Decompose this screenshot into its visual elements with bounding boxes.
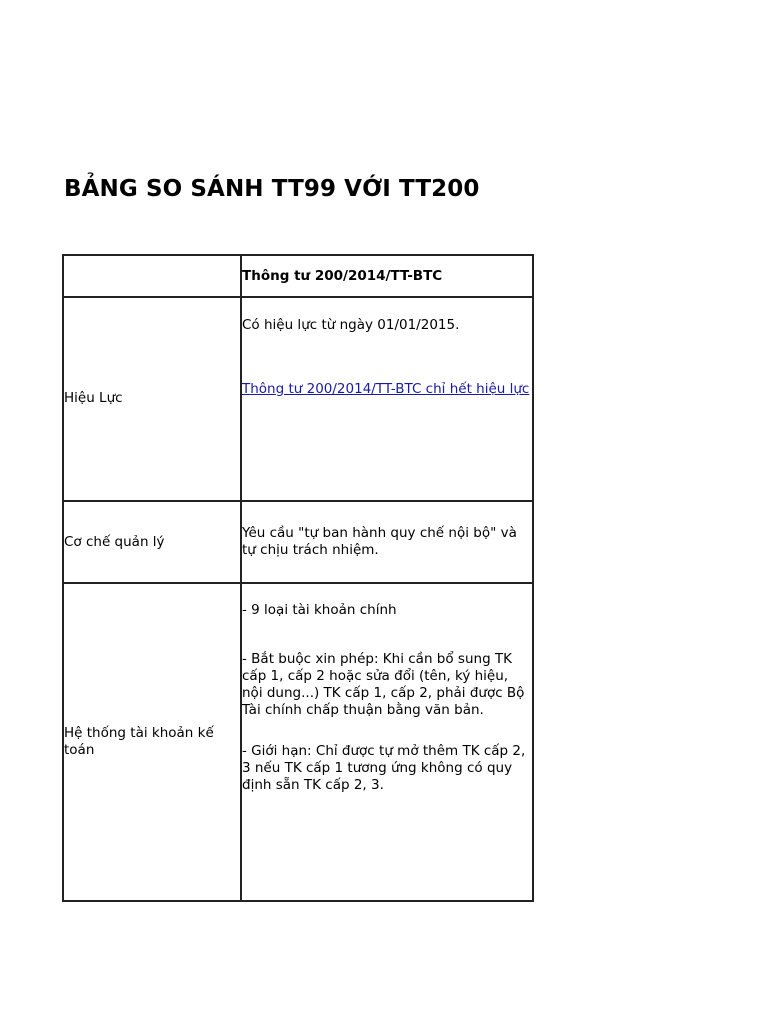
comparison-table	[62, 254, 534, 902]
row-divider	[64, 500, 532, 502]
row-content-limitation: - Giới hạn: Chỉ được tự mở thêm TK cấp 2, 3 nếu TK cấp 1 tương ứng không có quy định sẵn TK cấp 2, 3.	[242, 743, 526, 793]
row-content-hieu-luc-date: Có hiệu lực từ ngày 01/01/2015.	[242, 317, 460, 333]
header-cell-tt200: Thông tư 200/2014/TT-BTC	[242, 268, 443, 284]
row-divider	[64, 582, 532, 584]
column-divider	[240, 256, 242, 900]
tt200-expiry-link[interactable]: Thông tư 200/2014/TT-BTC chỉ hết hiệu lực	[242, 381, 530, 397]
row-divider	[64, 296, 532, 298]
row-content-account-types: - 9 loại tài khoản chính	[242, 602, 397, 618]
row-label-co-che-quan-ly: Cơ chế quản lý	[64, 534, 165, 550]
row-label-hieu-luc: Hiệu Lực	[64, 390, 123, 406]
row-content-mandatory-permission: - Bắt buộc xin phép: Khi cần bổ sung TK cấp 1, cấp 2 hoặc sửa đổi (tên, ký hiệu, nội dung...) TK cấp 1, cấp 2, phải được Bộ Tài chính chấp thuận bằng văn bản.	[242, 651, 525, 718]
row-content-co-che-quan-ly: Yêu cầu "tự ban hành quy chế nội bộ" và tự chịu trách nhiệm.	[242, 525, 517, 558]
row-label-he-thong-tai-khoan: Hệ thống tài khoản kế toán	[64, 725, 214, 758]
document-title: BẢNG SO SÁNH TT99 VỚI TT200	[64, 176, 480, 202]
